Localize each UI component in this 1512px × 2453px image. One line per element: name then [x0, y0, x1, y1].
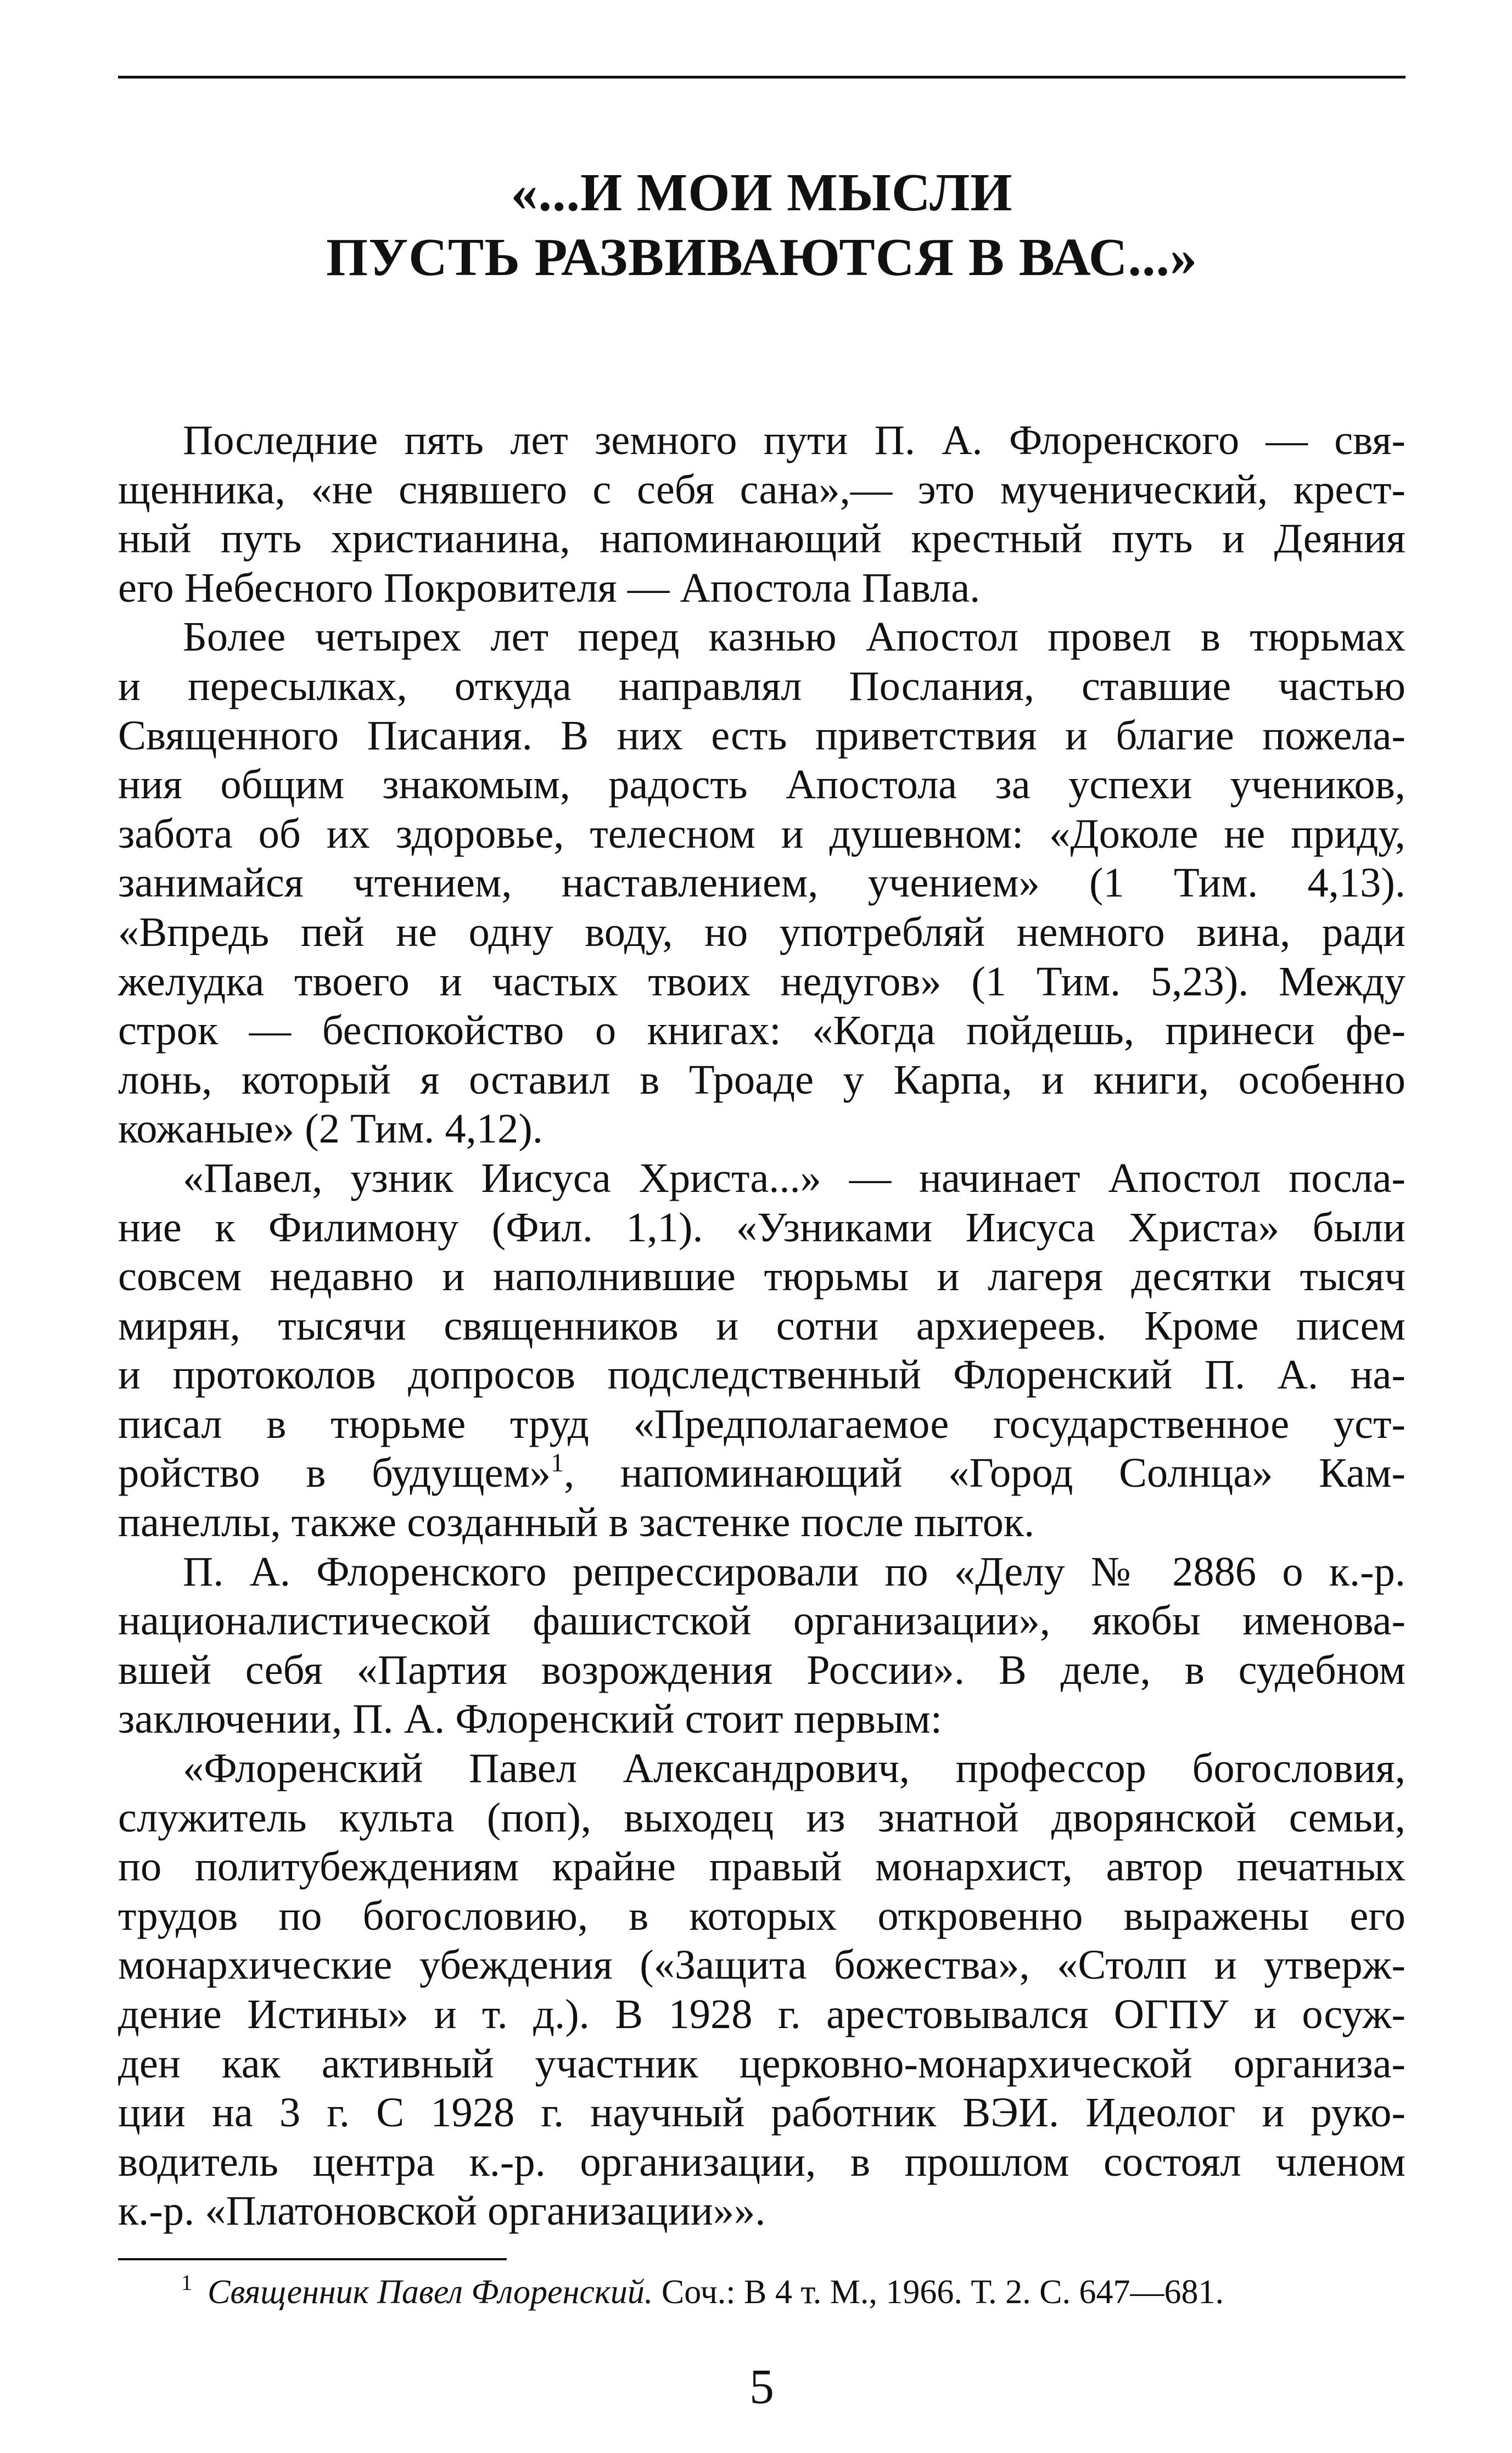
paragraph-3-line: «Павел, узник Иисуса Христа...» — начинает Апостол посла- [183, 1154, 1405, 1201]
paragraph-3-line-with-footnote [118, 1448, 1405, 1498]
paragraph-3-line: ние к Филимону (Фил. 1,1). «Узниками Иисуса Христа» были [118, 1203, 1405, 1251]
paragraph-2-line: забота об их здоровье, телесном и душевном: «Доколе не приду, [118, 810, 1405, 857]
paragraph-2-line: занимайся чтением, наставлением, учением» (1 Тим. 4,13). [118, 859, 1405, 906]
line-tail: , напоминающий «Город Солнца» Кам- [564, 1449, 1405, 1497]
paragraph-2-line: ния общим знакомым, радость Апостола за успехи учеников, [118, 761, 1405, 808]
paragraph-2-line: лонь, который я оставил в Троаде у Карпа, и книги, особенно [118, 1056, 1405, 1103]
paragraph-3-line: мирян, тысячи священников и сотни архиереев. Кроме писем [118, 1302, 1405, 1349]
paragraph-2-line: желудка твоего и частых твоих недугов» (1 Тим. 5,23). Между [118, 957, 1405, 1005]
chapter-title-line-2: ПУСТЬ РАЗВИВАЮТСЯ В ВАС...» [326, 228, 1198, 287]
line-head: ройство в будущем» [118, 1449, 551, 1497]
footnote-reference[interactable]: 1 [551, 1448, 564, 1478]
paragraph-2-line: и пересылках, откуда направлял Послания, ставшие частью [118, 662, 1405, 709]
footnote-mark: 1 [181, 2270, 192, 2295]
page-number: 5 [749, 2360, 774, 2414]
paragraph-5-line: дение Истины» и т. д.). В 1928 г. арестовывался ОГПУ и осуж- [118, 1991, 1405, 2037]
paragraph-4-line: националистической фашистской организации», якобы именова- [118, 1597, 1405, 1644]
paragraph-5-line: водитель центра к.-р. организации, в прошлом состоял членом [118, 2138, 1405, 2185]
paragraph-3-line: совсем недавно и наполнившие тюрьмы и лагеря десятки тысяч [118, 1253, 1405, 1300]
paragraph-5-line: к.-р. «Платоновской организации»». [118, 2187, 766, 2234]
paragraph-1-line: его Небесного Покровителя — Апостола Павла. [118, 564, 981, 611]
paragraph-4-line: П. А. Флоренского репрессировали по «Делу № 2886 о к.-р. [183, 1548, 1405, 1595]
paragraph-2-line: «Впредь пей не одну воду, но употребляй немного вина, ради [118, 908, 1405, 955]
paragraph-4-line: вшей себя «Партия возрождения России». В деле, в судебном [118, 1646, 1405, 1693]
paragraph-5-line: ден как активный участник церковно-монархической организа- [118, 2040, 1405, 2087]
paragraph-5-line: служитель культа (поп), выходец из знатной дворянской семьи, [118, 1794, 1405, 1841]
paragraph-3-line: панеллы, также созданный в застенке после пыток. [118, 1499, 1035, 1546]
paragraph-5-line: «Флоренский Павел Александрович, профессор богословия, [183, 1745, 1405, 1792]
paragraph-4-line: заключении, П. А. Флоренский стоит первым: [118, 1695, 943, 1743]
paragraph-1-line: щенника, «не снявшего с себя сана»,— это мученический, крест- [118, 466, 1405, 513]
footnote-citation: Соч.: В 4 т. М., 1966. Т. 2. С. 647—681. [653, 2273, 1224, 2311]
paragraph-1-line: ный путь христианина, напоминающий крестный путь и Деяния [118, 515, 1405, 562]
paragraph-2-line: Священного Писания. В них есть приветствия и благие пожела- [118, 712, 1405, 759]
paragraph-5-line: по политубеждениям крайне правый монархист, автор печатных [118, 1843, 1405, 1890]
paragraph-5-line: монархические убеждения («Защита божества», «Столп и утверж- [118, 1941, 1405, 1989]
body-text [118, 416, 1405, 2236]
footnote [181, 2270, 1405, 2314]
paragraph-2-line: строк — беспокойство о книгах: «Когда пойдешь, принеси фе- [118, 1007, 1405, 1054]
paragraph-2-line: кожаные» (2 Тим. 4,12). [118, 1105, 543, 1152]
paragraph-5-line: ции на 3 г. С 1928 г. научный работник ВЭИ. Идеолог и руко- [118, 2089, 1405, 2136]
paragraph-2-line: Более четырех лет перед казнью Апостол провел в тюрьмах [183, 613, 1405, 660]
chapter-title [118, 160, 1405, 290]
paragraph-3-line: писал в тюрьме труд «Предполагаемое государственное уст- [118, 1400, 1405, 1447]
footnote-author: Священник Павел Флоренский. [208, 2273, 653, 2311]
paragraph-5-line: трудов по богословию, в которых откровенно выражены его [118, 1892, 1405, 1939]
paragraph-3-line: и протоколов допросов подследственный Флоренский П. А. на- [118, 1351, 1405, 1398]
top-rule [118, 76, 1405, 79]
chapter-title-line-1: «...И МОИ МЫСЛИ [511, 163, 1013, 222]
footnote-separator [118, 2258, 507, 2260]
paragraph-1-line: Последние пять лет земного пути П. А. Флоренского — свя- [183, 417, 1405, 463]
